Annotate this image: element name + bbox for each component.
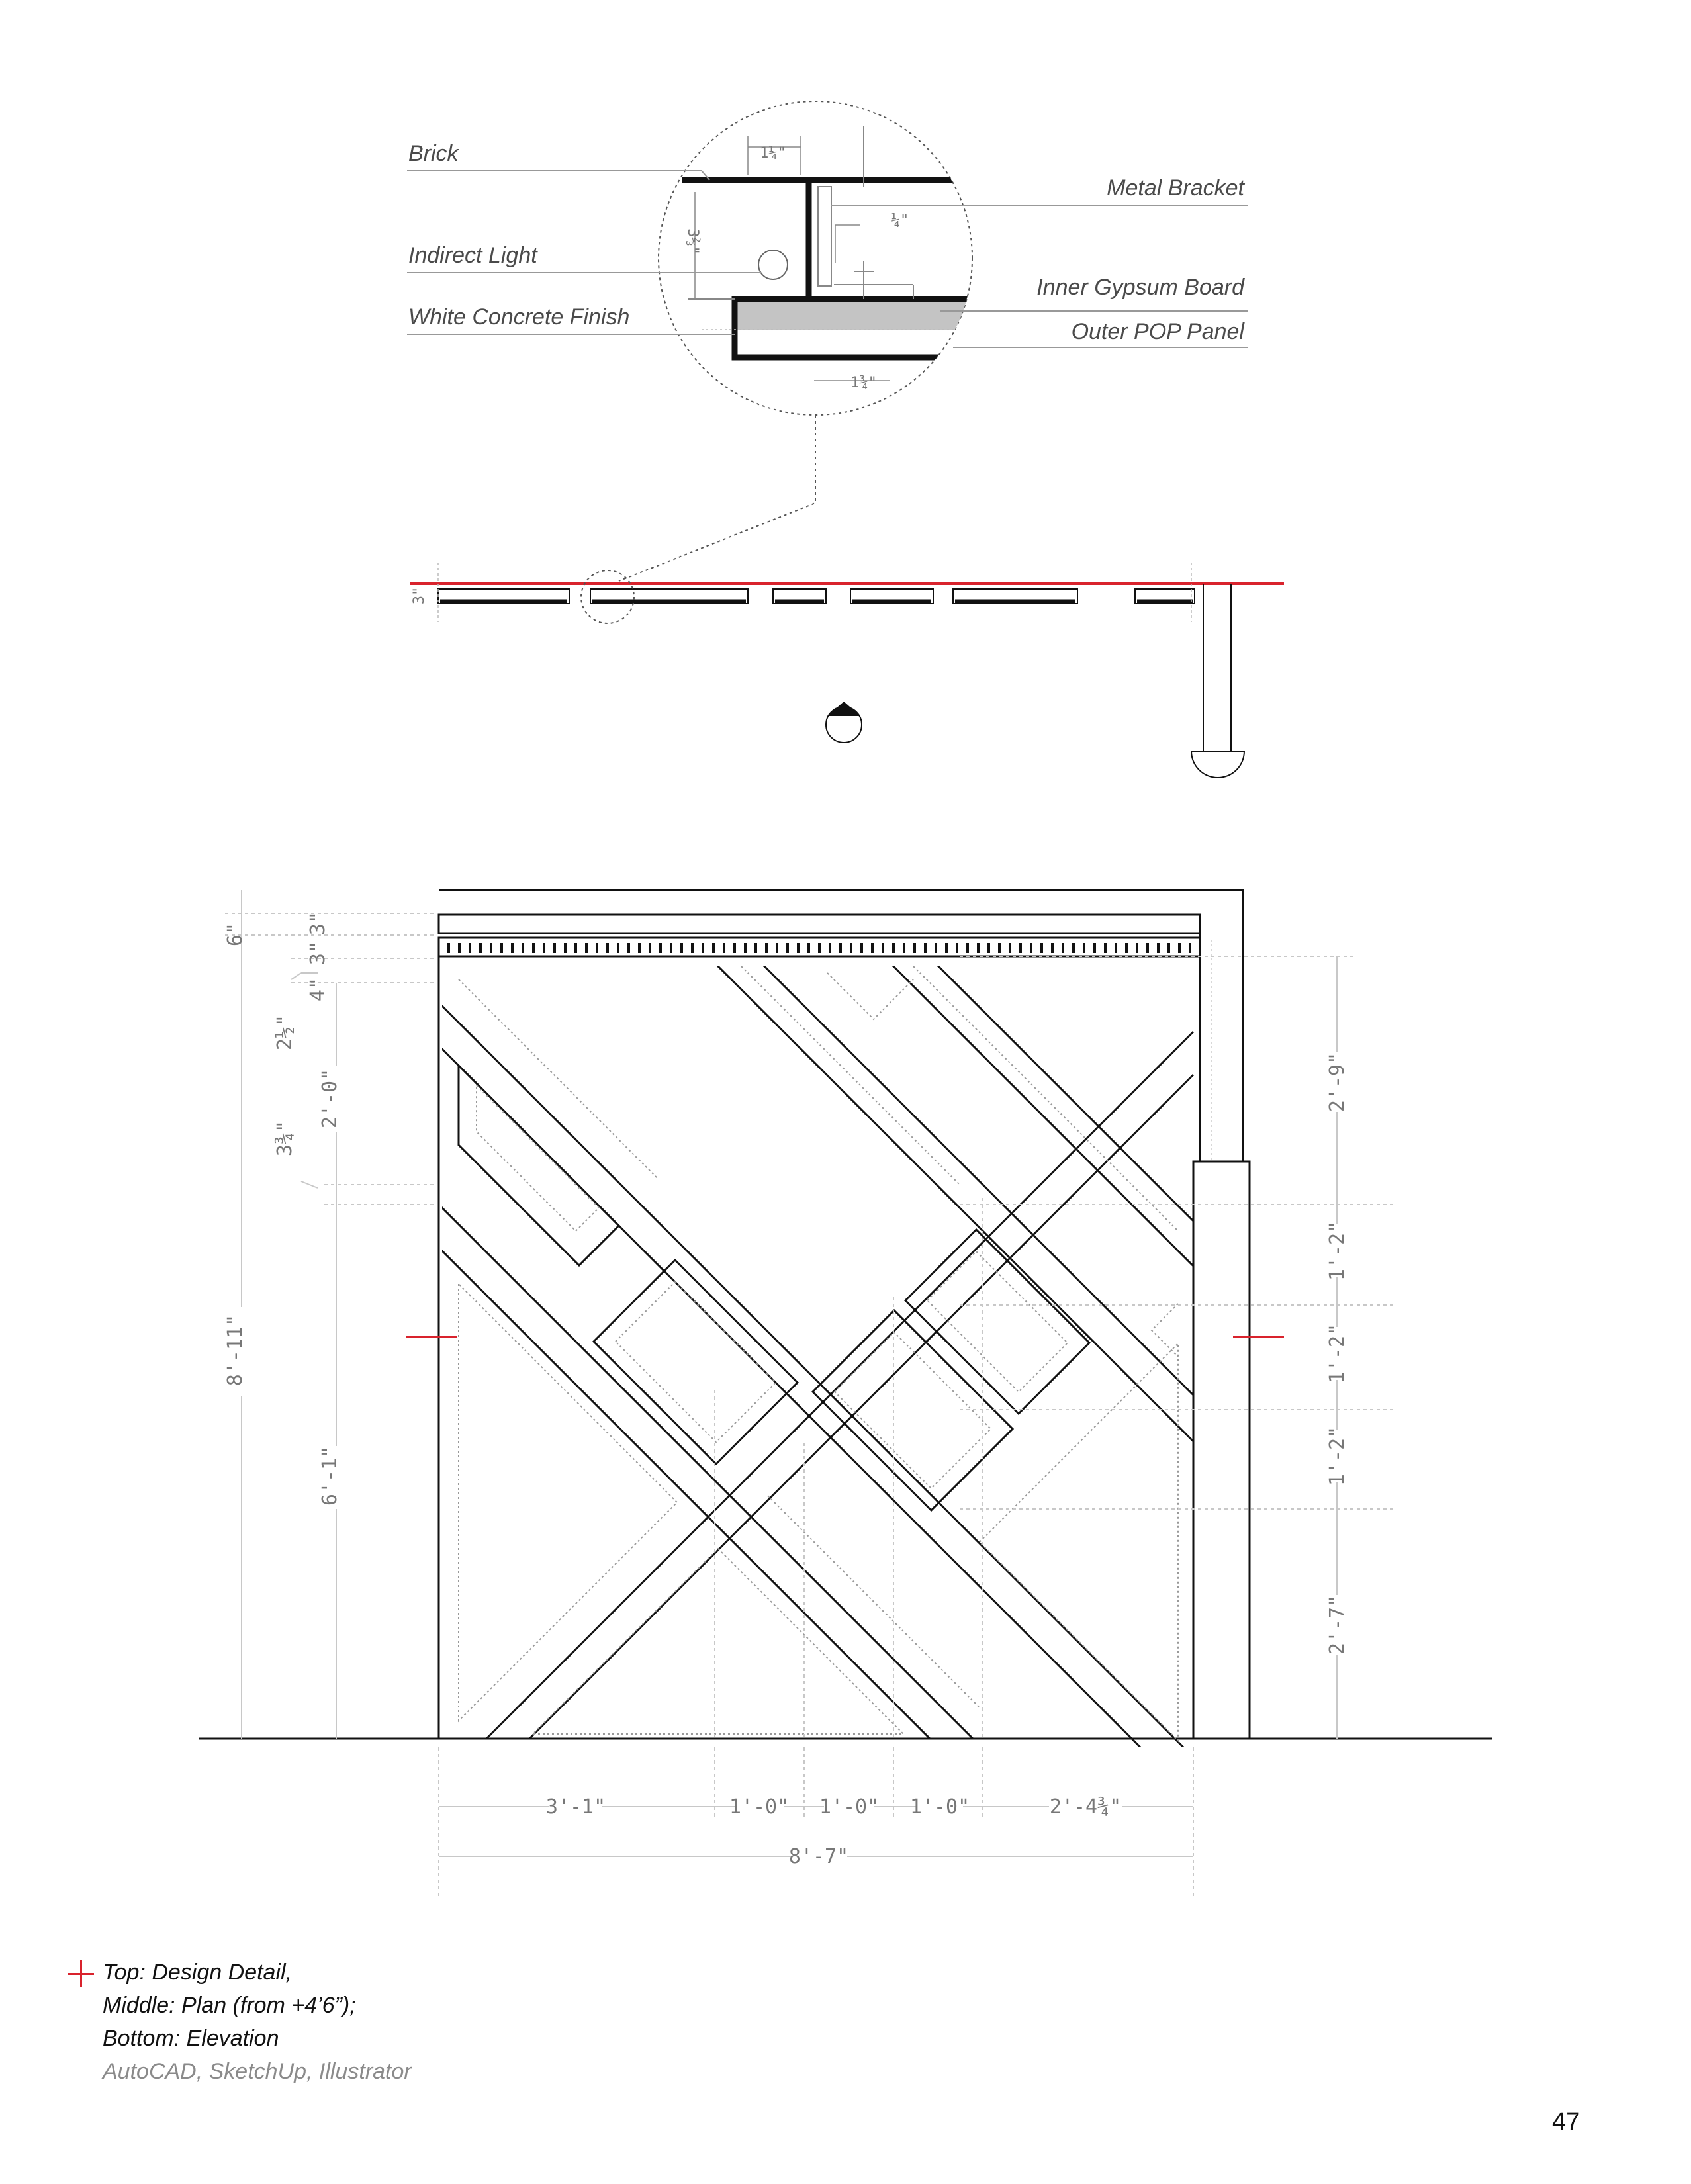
dim-1ft-0in-a: 1'-0" bbox=[729, 1796, 790, 1819]
diagonal-insets bbox=[459, 956, 1089, 1510]
detail-callout-circle bbox=[659, 101, 972, 415]
dim-3ft-1in: 3'-1" bbox=[545, 1796, 606, 1819]
label-brick: Brick bbox=[408, 141, 459, 166]
dotted-insets bbox=[459, 960, 1178, 1741]
caption bbox=[103, 1956, 412, 2088]
label-outer-pop-panel: Outer POP Panel bbox=[1071, 319, 1244, 344]
section-marker-arrow bbox=[827, 702, 860, 716]
inner-gypsum-board bbox=[735, 302, 980, 330]
indirect-light-fixture bbox=[758, 250, 788, 279]
plan-view bbox=[410, 563, 1284, 778]
dim-6ft-1in: 6'-1" bbox=[318, 1445, 342, 1506]
dim-8ft-11in: 8'-11" bbox=[224, 1314, 247, 1387]
light-strip-teeth bbox=[449, 943, 1190, 953]
dim-2ft-0in: 2'-0" bbox=[318, 1068, 342, 1129]
caption-line-2: Middle: Plan (from +4’6”); bbox=[103, 1993, 356, 2018]
dim-8ft-7in: 8'-7" bbox=[788, 1845, 849, 1868]
dim-1ft-0in-b: 1'-0" bbox=[819, 1796, 880, 1819]
dim-6in: 6" bbox=[224, 922, 247, 947]
caption-line-1: Top: Design Detail, bbox=[103, 1960, 293, 1985]
detail-section bbox=[682, 126, 980, 381]
page-number: 47 bbox=[1552, 2108, 1580, 2136]
top-frame-lower-band bbox=[439, 915, 1200, 933]
diagonal-pattern bbox=[439, 956, 1193, 1800]
label-white-concrete-finish: White Concrete Finish bbox=[408, 304, 630, 330]
dim-2ft-4-3-4-in: 2'-4¾" bbox=[1049, 1796, 1122, 1819]
detail-dim-bottom: 1¾" bbox=[850, 375, 877, 391]
dim-3-3-4-in: 3¾" bbox=[273, 1120, 297, 1157]
dim-1ft-2in-c: 1'-2" bbox=[1326, 1426, 1349, 1486]
dim-2ft-9in: 2'-9" bbox=[1326, 1052, 1349, 1113]
dim-4in: 4" bbox=[306, 977, 330, 1002]
caption-line-3: Bottom: Elevation bbox=[103, 2026, 279, 2051]
plan-detail-callout bbox=[581, 570, 634, 623]
label-inner-gypsum-board: Inner Gypsum Board bbox=[1036, 275, 1244, 300]
dim-2ft-7in: 2'-7" bbox=[1326, 1594, 1349, 1655]
left-dimension-lines bbox=[225, 913, 437, 1205]
dim-3in-a: 3" bbox=[306, 911, 330, 936]
detail-connector bbox=[619, 415, 815, 581]
right-column bbox=[1193, 1161, 1250, 1739]
detail-dim-right: ¼" bbox=[891, 212, 909, 229]
dim-3in-b: 3" bbox=[306, 940, 330, 966]
top-frame bbox=[439, 890, 1243, 1161]
plan-column bbox=[1191, 584, 1244, 778]
detail-dim-top: 1¼" bbox=[760, 145, 786, 161]
design-detail bbox=[407, 101, 1248, 581]
bottom-dimension-extensions bbox=[439, 1198, 1193, 1896]
label-metal-bracket: Metal Bracket bbox=[1107, 175, 1244, 201]
dim-1ft-2in-b: 1'-2" bbox=[1326, 1323, 1349, 1384]
dim-2-half-in: 2½" bbox=[273, 1014, 297, 1051]
dim-1ft-0in-c: 1'-0" bbox=[909, 1796, 970, 1819]
caption-tools: AutoCAD, SketchUp, Illustrator bbox=[103, 2059, 412, 2084]
plan-dim-depth: 3" bbox=[411, 586, 428, 605]
label-indirect-light: Indirect Light bbox=[408, 243, 537, 268]
dim-1ft-2in-a: 1'-2" bbox=[1326, 1220, 1349, 1281]
elevation-view bbox=[199, 890, 1492, 1896]
caption-marker-icon bbox=[68, 1960, 94, 1987]
bracket-plate bbox=[818, 187, 831, 286]
detail-dim-left: 3⅔" bbox=[684, 228, 701, 255]
